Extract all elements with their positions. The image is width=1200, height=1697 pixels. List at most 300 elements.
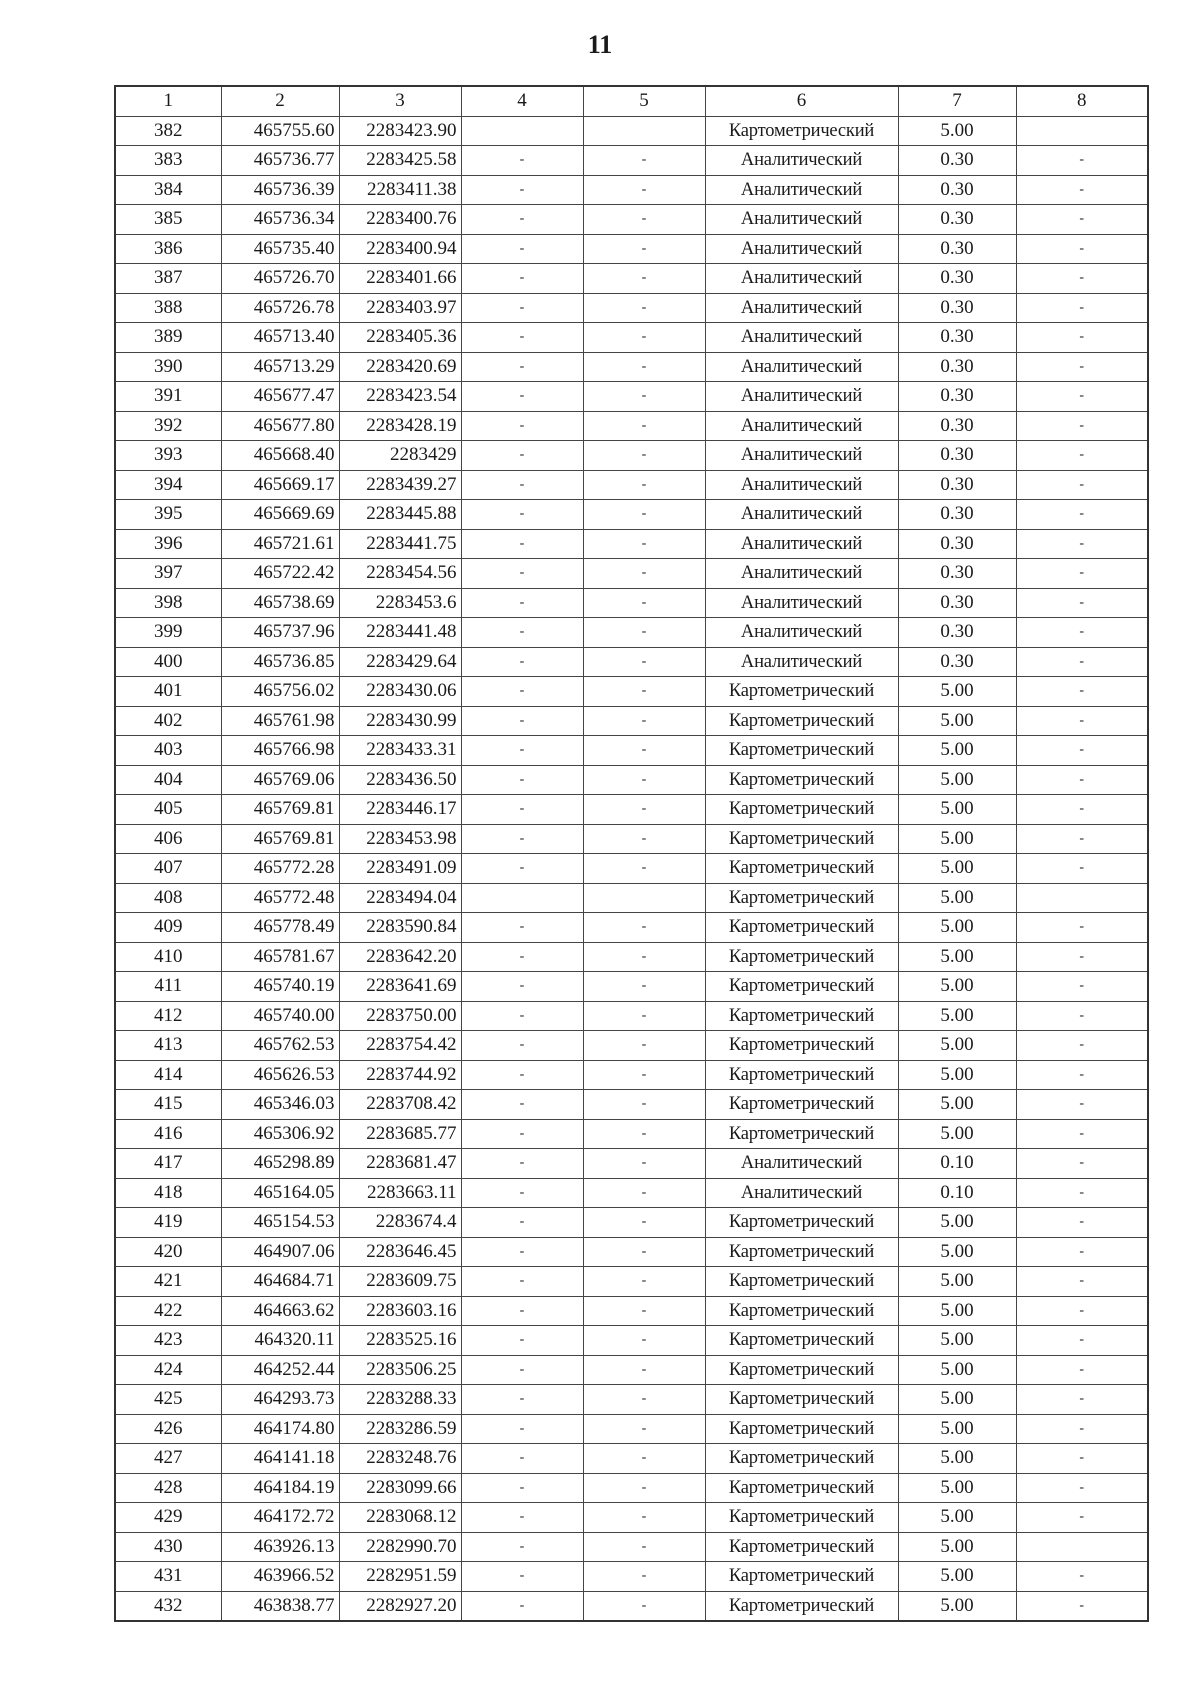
cell-col-5: -	[583, 677, 705, 707]
cell-method: Аналитический	[705, 234, 898, 264]
cell-accuracy: 5.00	[898, 765, 1016, 795]
cell-col-4: -	[461, 765, 583, 795]
cell-col-8: -	[1016, 559, 1148, 589]
cell-accuracy: 0.30	[898, 382, 1016, 412]
cell-x-coordinate: 464663.62	[221, 1296, 339, 1326]
cell-col-4: -	[461, 559, 583, 589]
cell-x-coordinate: 465781.67	[221, 942, 339, 972]
cell-y-coordinate: 2283425.58	[339, 146, 461, 176]
cell-y-coordinate: 2283446.17	[339, 795, 461, 825]
cell-col-4: -	[461, 470, 583, 500]
cell-col-8: -	[1016, 1385, 1148, 1415]
table-row	[115, 972, 1148, 1002]
cell-accuracy: 0.30	[898, 323, 1016, 353]
cell-method: Картометрический	[705, 1208, 898, 1238]
cell-x-coordinate: 465669.69	[221, 500, 339, 530]
table-row	[115, 618, 1148, 648]
cell-col-4: -	[461, 1090, 583, 1120]
cell-method: Картометрический	[705, 1473, 898, 1503]
cell-point-number: 431	[115, 1562, 221, 1592]
cell-col-8: -	[1016, 1208, 1148, 1238]
cell-accuracy: 0.30	[898, 647, 1016, 677]
cell-accuracy: 5.00	[898, 1119, 1016, 1149]
cell-col-5: -	[583, 1473, 705, 1503]
cell-accuracy: 0.30	[898, 175, 1016, 205]
cell-point-number: 394	[115, 470, 221, 500]
cell-col-5: -	[583, 1444, 705, 1474]
page-number: 11	[587, 30, 613, 59]
cell-col-4: -	[461, 736, 583, 766]
cell-method: Картометрический	[705, 1031, 898, 1061]
cell-x-coordinate: 465164.05	[221, 1178, 339, 1208]
cell-col-8: -	[1016, 146, 1148, 176]
cell-col-5: -	[583, 1178, 705, 1208]
cell-col-8: -	[1016, 529, 1148, 559]
cell-accuracy: 5.00	[898, 942, 1016, 972]
table-row	[115, 1414, 1148, 1444]
cell-col-4: -	[461, 1149, 583, 1179]
cell-accuracy: 5.00	[898, 1355, 1016, 1385]
cell-method: Аналитический	[705, 647, 898, 677]
cell-col-5: -	[583, 382, 705, 412]
table-row	[115, 854, 1148, 884]
cell-accuracy: 5.00	[898, 1296, 1016, 1326]
cell-col-8: -	[1016, 1562, 1148, 1592]
cell-col-5: -	[583, 559, 705, 589]
cell-col-8: -	[1016, 913, 1148, 943]
cell-x-coordinate: 465755.60	[221, 116, 339, 146]
cell-x-coordinate: 465726.78	[221, 293, 339, 323]
cell-method: Картометрический	[705, 1562, 898, 1592]
cell-point-number: 418	[115, 1178, 221, 1208]
table-row	[115, 1503, 1148, 1533]
cell-point-number: 408	[115, 883, 221, 913]
cell-method: Аналитический	[705, 293, 898, 323]
cell-y-coordinate: 2283429.64	[339, 647, 461, 677]
cell-point-number: 382	[115, 116, 221, 146]
cell-method: Картометрический	[705, 1414, 898, 1444]
column-header-1: 1	[115, 86, 221, 116]
cell-point-number: 407	[115, 854, 221, 884]
table-row	[115, 352, 1148, 382]
cell-method: Аналитический	[705, 529, 898, 559]
cell-col-5: -	[583, 1090, 705, 1120]
cell-accuracy: 5.00	[898, 824, 1016, 854]
cell-accuracy: 5.00	[898, 1532, 1016, 1562]
cell-col-4: -	[461, 411, 583, 441]
cell-y-coordinate: 2282990.70	[339, 1532, 461, 1562]
cell-y-coordinate: 2283433.31	[339, 736, 461, 766]
cell-accuracy: 5.00	[898, 706, 1016, 736]
cell-x-coordinate: 465713.29	[221, 352, 339, 382]
cell-accuracy: 5.00	[898, 1385, 1016, 1415]
table-row	[115, 1149, 1148, 1179]
cell-point-number: 406	[115, 824, 221, 854]
cell-col-5: -	[583, 1414, 705, 1444]
cell-point-number: 428	[115, 1473, 221, 1503]
cell-y-coordinate: 2283400.76	[339, 205, 461, 235]
table-row	[115, 765, 1148, 795]
cell-y-coordinate: 2283744.92	[339, 1060, 461, 1090]
table-row	[115, 824, 1148, 854]
cell-x-coordinate: 465766.98	[221, 736, 339, 766]
cell-point-number: 384	[115, 175, 221, 205]
cell-col-5: -	[583, 647, 705, 677]
cell-point-number: 396	[115, 529, 221, 559]
cell-col-4: -	[461, 352, 583, 382]
cell-method: Картометрический	[705, 1355, 898, 1385]
cell-x-coordinate: 464141.18	[221, 1444, 339, 1474]
cell-point-number: 383	[115, 146, 221, 176]
cell-col-4: -	[461, 824, 583, 854]
cell-point-number: 411	[115, 972, 221, 1002]
cell-col-8: -	[1016, 1267, 1148, 1297]
cell-point-number: 402	[115, 706, 221, 736]
cell-y-coordinate: 2283401.66	[339, 264, 461, 294]
cell-col-4: -	[461, 1562, 583, 1592]
cell-col-4: -	[461, 1001, 583, 1031]
cell-col-5: -	[583, 1001, 705, 1031]
cell-x-coordinate: 465772.28	[221, 854, 339, 884]
cell-accuracy: 5.00	[898, 1237, 1016, 1267]
cell-col-4: -	[461, 1237, 583, 1267]
cell-method: Аналитический	[705, 323, 898, 353]
cell-y-coordinate: 2283420.69	[339, 352, 461, 382]
table-row	[115, 1119, 1148, 1149]
table-row	[115, 647, 1148, 677]
table-row	[115, 1031, 1148, 1061]
cell-accuracy: 0.30	[898, 441, 1016, 471]
cell-y-coordinate: 2283423.54	[339, 382, 461, 412]
cell-col-5: -	[583, 529, 705, 559]
cell-point-number: 417	[115, 1149, 221, 1179]
cell-y-coordinate: 2283609.75	[339, 1267, 461, 1297]
cell-y-coordinate: 2283403.97	[339, 293, 461, 323]
cell-col-5: -	[583, 175, 705, 205]
cell-point-number: 432	[115, 1591, 221, 1621]
cell-method: Картометрический	[705, 1001, 898, 1031]
cell-col-8: -	[1016, 1001, 1148, 1031]
cell-method: Аналитический	[705, 500, 898, 530]
table-row	[115, 1237, 1148, 1267]
cell-col-8	[1016, 116, 1148, 146]
cell-y-coordinate: 2283405.36	[339, 323, 461, 353]
table-row	[115, 1355, 1148, 1385]
cell-accuracy: 5.00	[898, 1444, 1016, 1474]
cell-point-number: 397	[115, 559, 221, 589]
cell-col-8: -	[1016, 1355, 1148, 1385]
cell-col-8: -	[1016, 1503, 1148, 1533]
cell-y-coordinate: 2283445.88	[339, 500, 461, 530]
cell-method: Картометрический	[705, 913, 898, 943]
cell-accuracy: 0.30	[898, 470, 1016, 500]
cell-point-number: 389	[115, 323, 221, 353]
cell-col-5: -	[583, 352, 705, 382]
cell-accuracy: 0.30	[898, 411, 1016, 441]
cell-x-coordinate: 464320.11	[221, 1326, 339, 1356]
cell-y-coordinate: 2283288.33	[339, 1385, 461, 1415]
cell-y-coordinate: 2283685.77	[339, 1119, 461, 1149]
cell-x-coordinate: 465669.17	[221, 470, 339, 500]
cell-col-8: -	[1016, 942, 1148, 972]
cell-col-4: -	[461, 323, 583, 353]
cell-col-5: -	[583, 205, 705, 235]
cell-method: Аналитический	[705, 175, 898, 205]
cell-col-8: -	[1016, 765, 1148, 795]
cell-col-8: -	[1016, 323, 1148, 353]
cell-method: Аналитический	[705, 382, 898, 412]
table-row	[115, 706, 1148, 736]
table-row	[115, 1060, 1148, 1090]
cell-col-4	[461, 116, 583, 146]
cell-col-4: -	[461, 293, 583, 323]
cell-col-8	[1016, 883, 1148, 913]
cell-x-coordinate: 463838.77	[221, 1591, 339, 1621]
cell-accuracy: 5.00	[898, 1031, 1016, 1061]
table-row	[115, 1326, 1148, 1356]
table-row	[115, 116, 1148, 146]
cell-col-8: -	[1016, 1444, 1148, 1474]
cell-x-coordinate: 465726.70	[221, 264, 339, 294]
cell-method: Аналитический	[705, 1149, 898, 1179]
column-header-8: 8	[1016, 86, 1148, 116]
cell-point-number: 393	[115, 441, 221, 471]
cell-accuracy: 0.30	[898, 205, 1016, 235]
cell-col-5: -	[583, 1591, 705, 1621]
cell-point-number: 405	[115, 795, 221, 825]
cell-accuracy: 5.00	[898, 1473, 1016, 1503]
table-row	[115, 1296, 1148, 1326]
cell-col-4: -	[461, 913, 583, 943]
cell-x-coordinate: 465761.98	[221, 706, 339, 736]
cell-col-4: -	[461, 972, 583, 1002]
cell-col-4: -	[461, 1591, 583, 1621]
cell-y-coordinate: 2283506.25	[339, 1355, 461, 1385]
cell-col-4: -	[461, 1414, 583, 1444]
cell-col-5: -	[583, 854, 705, 884]
cell-col-8: -	[1016, 1119, 1148, 1149]
cell-col-5: -	[583, 1562, 705, 1592]
cell-col-5: -	[583, 323, 705, 353]
cell-accuracy: 5.00	[898, 1591, 1016, 1621]
cell-method: Картометрический	[705, 1326, 898, 1356]
cell-col-5	[583, 883, 705, 913]
cell-y-coordinate: 2283454.56	[339, 559, 461, 589]
cell-accuracy: 0.30	[898, 293, 1016, 323]
coordinates-table	[114, 85, 1149, 1622]
cell-col-5: -	[583, 795, 705, 825]
table-row	[115, 1178, 1148, 1208]
cell-col-4: -	[461, 588, 583, 618]
cell-accuracy: 0.30	[898, 559, 1016, 589]
cell-x-coordinate: 465713.40	[221, 323, 339, 353]
cell-col-4: -	[461, 942, 583, 972]
table-row	[115, 736, 1148, 766]
cell-accuracy: 5.00	[898, 677, 1016, 707]
cell-accuracy: 0.30	[898, 146, 1016, 176]
cell-method: Аналитический	[705, 411, 898, 441]
cell-x-coordinate: 465762.53	[221, 1031, 339, 1061]
cell-point-number: 403	[115, 736, 221, 766]
cell-x-coordinate: 465737.96	[221, 618, 339, 648]
cell-col-4: -	[461, 1208, 583, 1238]
cell-method: Картометрический	[705, 1503, 898, 1533]
cell-col-4: -	[461, 146, 583, 176]
cell-col-4: -	[461, 618, 583, 648]
cell-col-8: -	[1016, 1473, 1148, 1503]
cell-col-5: -	[583, 765, 705, 795]
table-row	[115, 1001, 1148, 1031]
cell-col-8: -	[1016, 647, 1148, 677]
cell-col-5: -	[583, 500, 705, 530]
table-row	[115, 942, 1148, 972]
cell-col-8: -	[1016, 588, 1148, 618]
cell-accuracy: 5.00	[898, 883, 1016, 913]
cell-method: Картометрический	[705, 883, 898, 913]
cell-accuracy: 5.00	[898, 1208, 1016, 1238]
table-row	[115, 323, 1148, 353]
cell-method: Картометрический	[705, 795, 898, 825]
table-row	[115, 1591, 1148, 1621]
cell-col-5: -	[583, 1326, 705, 1356]
cell-y-coordinate: 2283641.69	[339, 972, 461, 1002]
cell-point-number: 386	[115, 234, 221, 264]
cell-point-number: 424	[115, 1355, 221, 1385]
cell-point-number: 392	[115, 411, 221, 441]
cell-col-8	[1016, 1532, 1148, 1562]
cell-col-8: -	[1016, 175, 1148, 205]
cell-point-number: 421	[115, 1267, 221, 1297]
cell-accuracy: 5.00	[898, 854, 1016, 884]
cell-col-5: -	[583, 1060, 705, 1090]
cell-col-4	[461, 883, 583, 913]
cell-method: Картометрический	[705, 1385, 898, 1415]
table-row	[115, 146, 1148, 176]
cell-y-coordinate: 2283590.84	[339, 913, 461, 943]
cell-y-coordinate: 2283674.4	[339, 1208, 461, 1238]
table-row	[115, 559, 1148, 589]
cell-x-coordinate: 465722.42	[221, 559, 339, 589]
cell-x-coordinate: 465626.53	[221, 1060, 339, 1090]
cell-accuracy: 5.00	[898, 1326, 1016, 1356]
table-row	[115, 1385, 1148, 1415]
table-row	[115, 1444, 1148, 1474]
cell-col-8: -	[1016, 1237, 1148, 1267]
cell-col-8: -	[1016, 677, 1148, 707]
cell-col-4: -	[461, 1178, 583, 1208]
cell-col-4: -	[461, 205, 583, 235]
cell-x-coordinate: 465740.00	[221, 1001, 339, 1031]
cell-x-coordinate: 465778.49	[221, 913, 339, 943]
cell-col-8: -	[1016, 854, 1148, 884]
column-header-6: 6	[705, 86, 898, 116]
cell-col-8: -	[1016, 618, 1148, 648]
cell-accuracy: 5.00	[898, 1060, 1016, 1090]
cell-point-number: 410	[115, 942, 221, 972]
cell-y-coordinate: 2283423.90	[339, 116, 461, 146]
column-header-7: 7	[898, 86, 1016, 116]
cell-point-number: 414	[115, 1060, 221, 1090]
cell-col-4: -	[461, 677, 583, 707]
cell-col-8: -	[1016, 795, 1148, 825]
cell-y-coordinate: 2283286.59	[339, 1414, 461, 1444]
cell-point-number: 419	[115, 1208, 221, 1238]
cell-accuracy: 5.00	[898, 1267, 1016, 1297]
cell-x-coordinate: 465736.39	[221, 175, 339, 205]
cell-col-5: -	[583, 1385, 705, 1415]
cell-x-coordinate: 463966.52	[221, 1562, 339, 1592]
table-row	[115, 234, 1148, 264]
cell-y-coordinate: 2283430.99	[339, 706, 461, 736]
cell-accuracy: 5.00	[898, 1414, 1016, 1444]
cell-point-number: 404	[115, 765, 221, 795]
cell-col-5: -	[583, 1208, 705, 1238]
cell-method: Картометрический	[705, 1237, 898, 1267]
cell-col-8: -	[1016, 352, 1148, 382]
table-row	[115, 588, 1148, 618]
column-header-2: 2	[221, 86, 339, 116]
column-header-3: 3	[339, 86, 461, 116]
cell-accuracy: 0.30	[898, 618, 1016, 648]
cell-method: Картометрический	[705, 1591, 898, 1621]
cell-col-4: -	[461, 1473, 583, 1503]
cell-point-number: 426	[115, 1414, 221, 1444]
cell-col-8: -	[1016, 293, 1148, 323]
table-header-row	[115, 86, 1148, 116]
cell-col-8: -	[1016, 264, 1148, 294]
cell-col-5: -	[583, 1031, 705, 1061]
cell-x-coordinate: 464684.71	[221, 1267, 339, 1297]
cell-x-coordinate: 465677.47	[221, 382, 339, 412]
cell-y-coordinate: 2283603.16	[339, 1296, 461, 1326]
table-row	[115, 677, 1148, 707]
cell-method: Аналитический	[705, 146, 898, 176]
cell-point-number: 423	[115, 1326, 221, 1356]
cell-y-coordinate: 2283494.04	[339, 883, 461, 913]
cell-col-5: -	[583, 588, 705, 618]
table-row	[115, 913, 1148, 943]
cell-col-8: -	[1016, 1326, 1148, 1356]
cell-point-number: 420	[115, 1237, 221, 1267]
table-row	[115, 1208, 1148, 1238]
cell-x-coordinate: 465736.77	[221, 146, 339, 176]
cell-y-coordinate: 2283750.00	[339, 1001, 461, 1031]
cell-col-4: -	[461, 264, 583, 294]
cell-col-8: -	[1016, 1414, 1148, 1444]
cell-method: Картометрический	[705, 116, 898, 146]
cell-accuracy: 5.00	[898, 736, 1016, 766]
cell-x-coordinate: 464252.44	[221, 1355, 339, 1385]
cell-col-5: -	[583, 293, 705, 323]
cell-col-8: -	[1016, 1178, 1148, 1208]
cell-point-number: 425	[115, 1385, 221, 1415]
cell-y-coordinate: 2283754.42	[339, 1031, 461, 1061]
cell-accuracy: 0.30	[898, 264, 1016, 294]
cell-x-coordinate: 465306.92	[221, 1119, 339, 1149]
cell-method: Аналитический	[705, 441, 898, 471]
cell-point-number: 415	[115, 1090, 221, 1120]
cell-col-4: -	[461, 175, 583, 205]
table-row	[115, 1532, 1148, 1562]
cell-col-4: -	[461, 1267, 583, 1297]
cell-accuracy: 0.30	[898, 588, 1016, 618]
cell-col-4: -	[461, 1296, 583, 1326]
cell-method: Аналитический	[705, 1178, 898, 1208]
cell-y-coordinate: 2283681.47	[339, 1149, 461, 1179]
cell-col-5: -	[583, 441, 705, 471]
cell-col-8: -	[1016, 1090, 1148, 1120]
cell-col-4: -	[461, 1326, 583, 1356]
